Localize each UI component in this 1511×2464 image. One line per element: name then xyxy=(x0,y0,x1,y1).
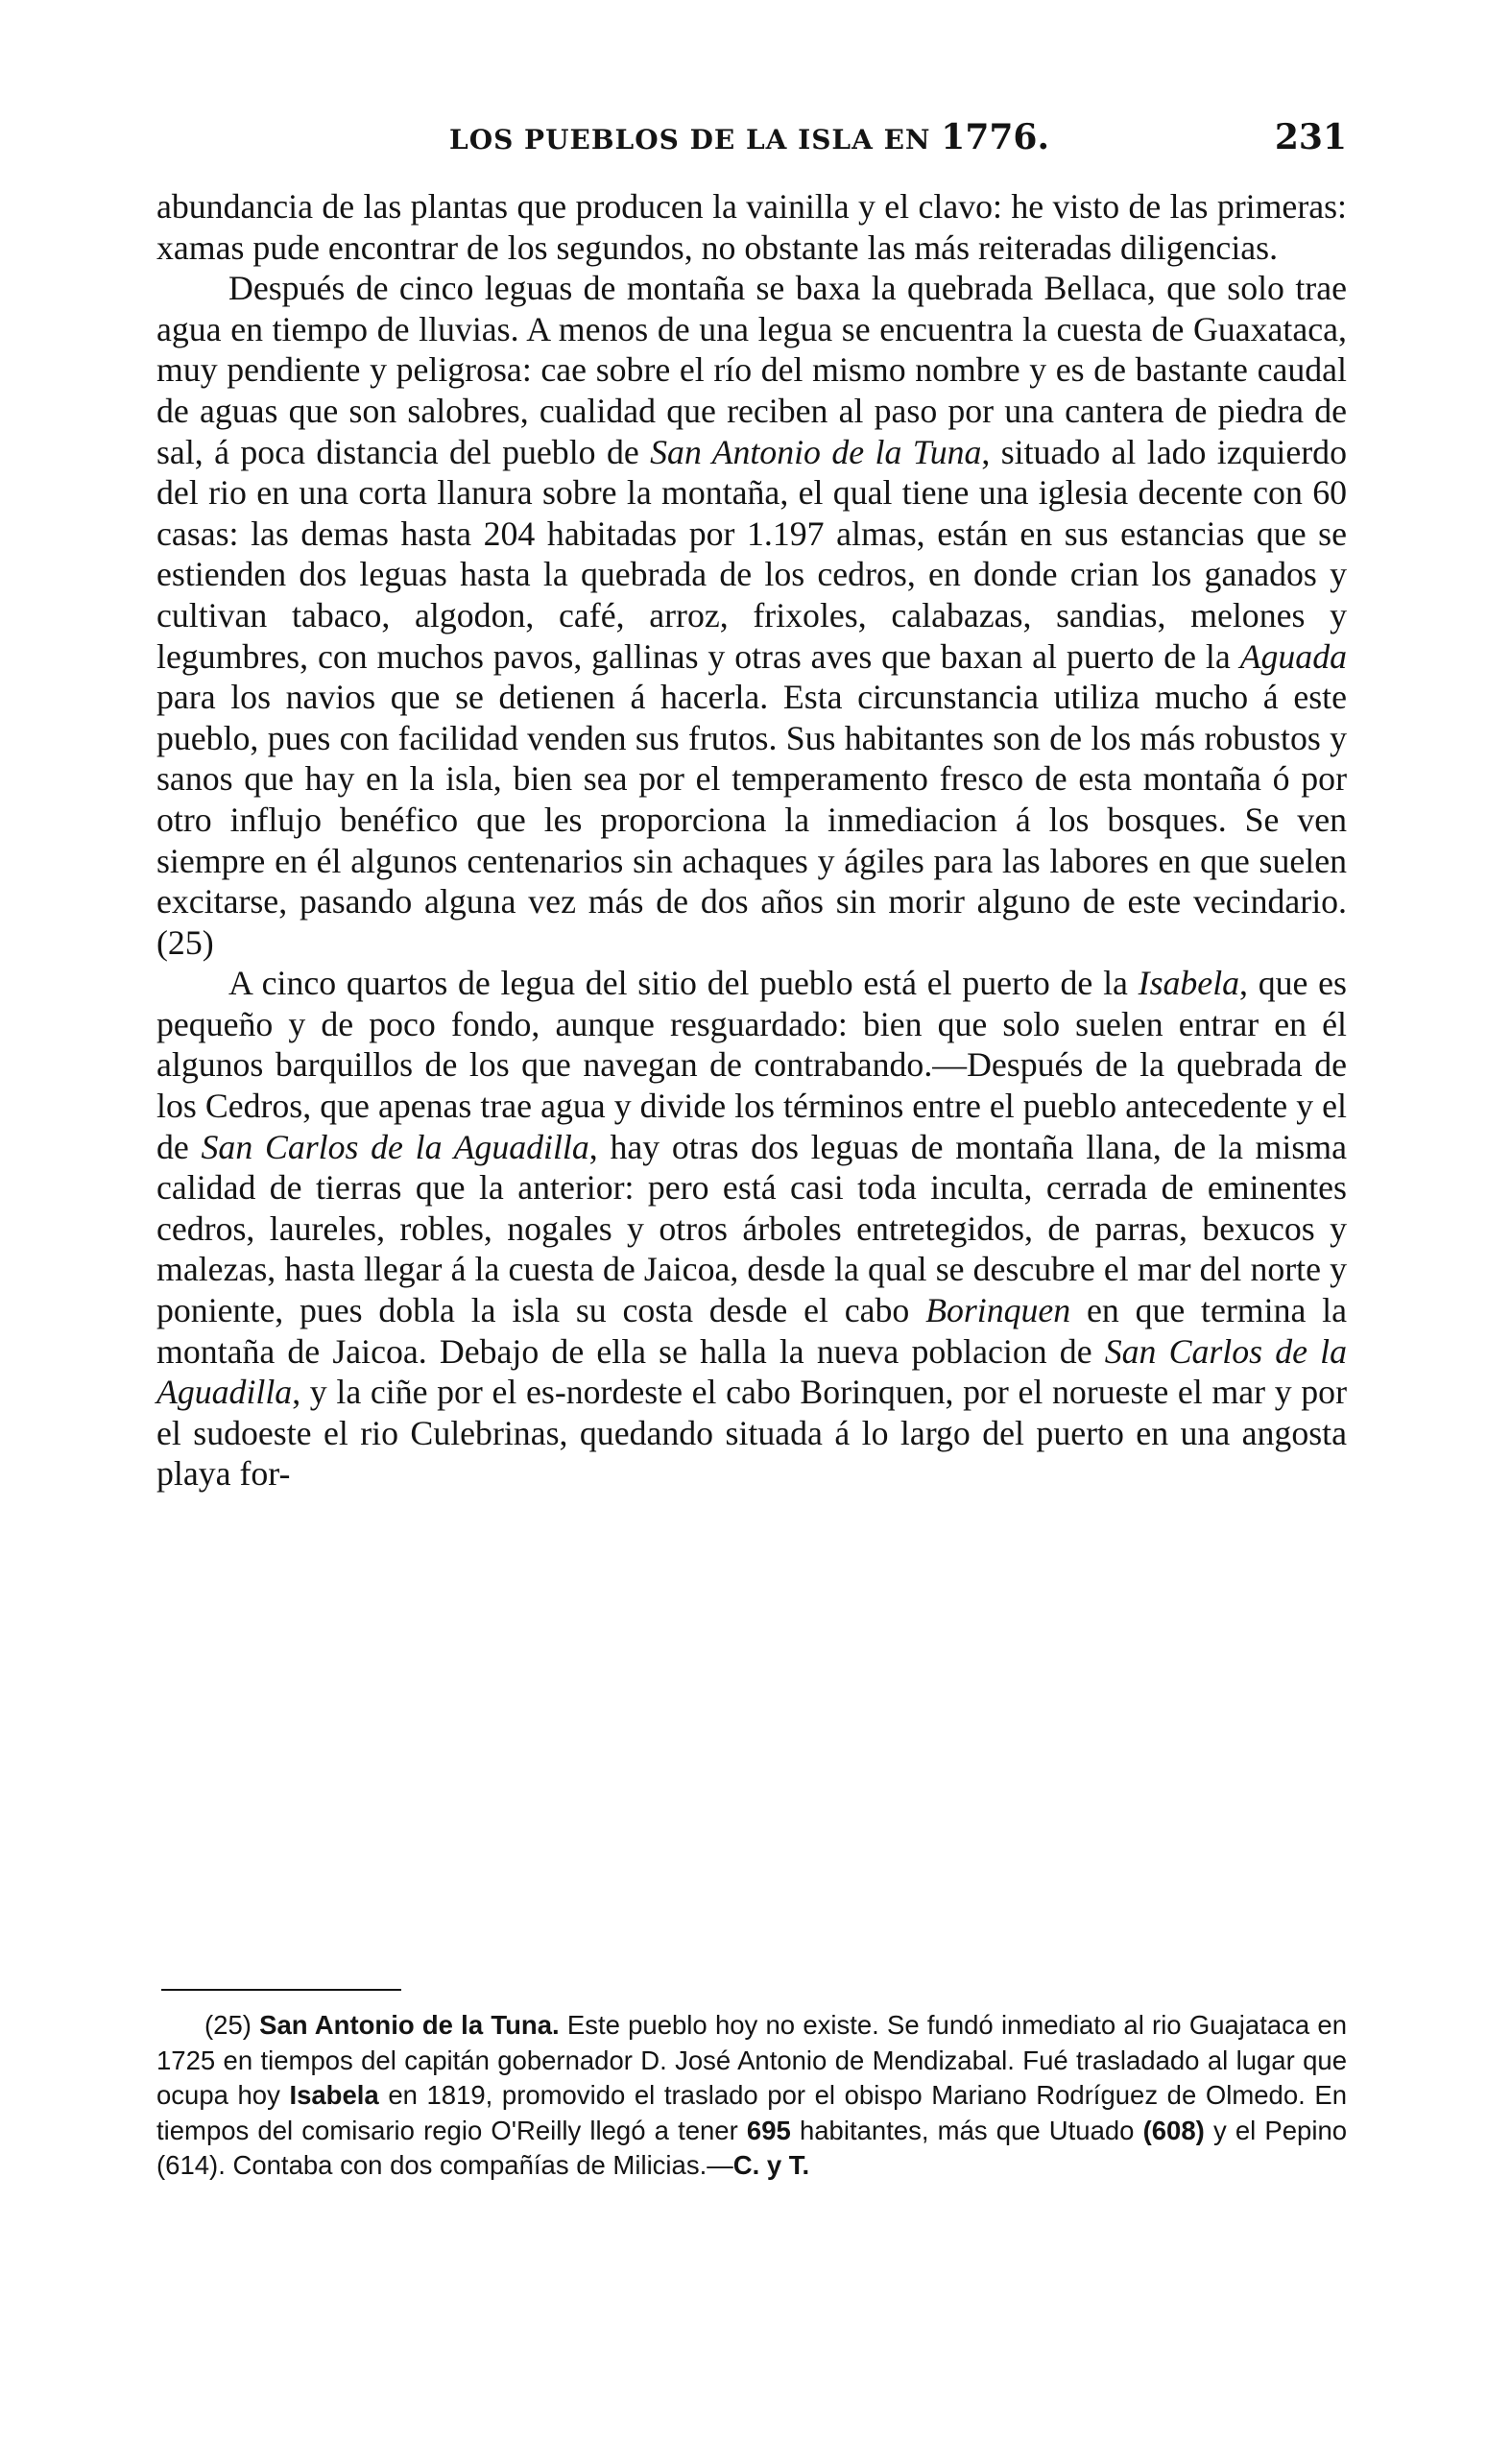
paragraph-1: abundancia de las plantas que producen la vainilla y el clavo: he visto de las primeras: xamas pude encontrar de los segundos, no obstante las más reiteradas diligencias. xyxy=(156,187,1347,267)
place-name-aguada: Aguada xyxy=(1239,636,1347,676)
paragraph-3-text-1: A cinco quartos de legua del sitio del pueblo está el puerto de la xyxy=(228,964,1128,1003)
paragraph-3-text-4: en que termina la montaña de Jaicoa. Debajo de ella se halla la nueva poblacion de xyxy=(156,1291,1347,1371)
footnote-text-1: Este pueblo hoy no existe. Se fundó inmediato al rio Guajataca en 1725 en tiempos del capitán gobernador D. José Antonio de Mendizabal. Fué trasladado al lugar que ocupa hoy xyxy=(156,2010,1348,2110)
footnote-heading: San Antonio de la Tuna. xyxy=(259,2010,560,2040)
place-name-san-antonio-de-la-tuna: San Antonio de la Tuna xyxy=(650,432,982,471)
footnote-text-2: en 1819, promovido el traslado por el obispo Mariano Rodríguez de Olmedo. En tiempos del comisario regio O'Reilly llegó a tener xyxy=(156,2080,1348,2145)
paragraph-2 xyxy=(156,268,1347,963)
footnote-text-4: y el Pepino (614). Contaba con dos compañías de Milicias.— xyxy=(156,2115,1348,2180)
paragraph-3-text-5: , y la ciñe por el es-nordeste el cabo Borinquen, por el norueste el mar y por el sudoeste el rio Culebrinas, quedando situada á lo largo del puerto en una angosta playa for- xyxy=(156,1373,1347,1494)
paragraph-2-text-1: Después de cinco leguas de montaña se baxa la quebrada Bellaca, que solo trae agua en tiempo de lluvias. A menos de una legua se encuentra la cuesta de Guaxataca, muy pendiente y peligrosa: cae sobre el río del mismo nombre y es de bastante caudal de aguas que son salobres, cualidad que reciben al paso por una cantera de piedra de sal, á poca distancia del pueblo de xyxy=(156,269,1347,471)
footnote-inhabitants-count: 695 xyxy=(746,2115,791,2145)
paragraph-3-text-2: , que es pequeño y de poco fondo, aunque resguardado: bien que solo suelen entrar en él algunos barquillos de los que navegan de contrabando.—Después de la quebrada de los Cedros, que apenas trae agua y divide los términos entre el pueblo antecedente y el de xyxy=(156,964,1347,1166)
paragraph-3 xyxy=(156,963,1347,1495)
running-title-year: 1776. xyxy=(941,117,1050,157)
place-name-isabela: Isabela xyxy=(1138,964,1240,1003)
paragraph-3-text-3: , hay otras dos leguas de montaña llana, de la misma calidad de tierras que la anterior: pero está casi toda inculta, cerrada de eminentes cedros, laureles, robles, nogales y otros árboles entretegidos, de parras, bexucos y malezas, hasta llegar á la cuesta de Jaicoa, desde la qual se descubre el mar del norte y poniente, pues dobla la isla su costa desde el cabo xyxy=(156,1127,1348,1330)
place-name-san-carlos-de-la-aguadilla-2: San Carlos de la Aguadilla xyxy=(156,1331,1347,1412)
place-name-borinquen: Borinquen xyxy=(925,1291,1071,1330)
footnote-25 xyxy=(156,2008,1347,2184)
footnote-utuado-count: (608) xyxy=(1142,2115,1205,2145)
body-text xyxy=(156,186,1347,1495)
running-title xyxy=(449,113,1049,164)
footnote-marker: (25) xyxy=(204,2010,252,2040)
place-name-san-carlos-de-la-aguadilla: San Carlos de la Aguadilla xyxy=(201,1127,589,1166)
footnote-text-3: habitantes, más que Utuado xyxy=(799,2115,1135,2145)
footnote-divider xyxy=(161,1989,401,1991)
paragraph-2-text-2: , situado al lado izquierdo del rio en una corta llanura sobre la montaña, el qual tiene una iglesia decente con 60 casas: las demas hasta 204 habitadas por 1.197 almas, están en sus estancias que se estienden dos leguas hasta la quebrada de los cedros, en donde crian los ganados y cultivan tabaco, algodon, café, arroz, frixoles, calabazas, sandias, melones y legumbres, con muchos pavos, gallinas y otras aves que baxan al puerto de la xyxy=(156,432,1347,676)
running-title-text: LOS PUEBLOS DE LA ISLA EN xyxy=(449,124,931,155)
footnote-isabela: Isabela xyxy=(289,2080,379,2110)
book-page xyxy=(156,0,1347,2464)
page-number: 231 xyxy=(1274,117,1347,157)
footnote-signature: C. y T. xyxy=(732,2150,810,2180)
paragraph-2-text-3: para los navios que se detienen á hacerla. Esta circunstancia utiliza mucho á este pueblo, pues con facilidad venden sus frutos. Sus habitantes son de los más robustos y sanos que hay en la isla, bien sea por el temperamento fresco de esta montaña ó por otro influjo benéfico que les proporciona la inmediacion á los bosques. Se ven siempre en él algunos centenarios sin achaques y ágiles para las labores en que suelen excitarse, pasando alguna vez más de dos años sin morir alguno de este vecindario. (25) xyxy=(156,678,1347,962)
running-head xyxy=(156,113,1347,161)
